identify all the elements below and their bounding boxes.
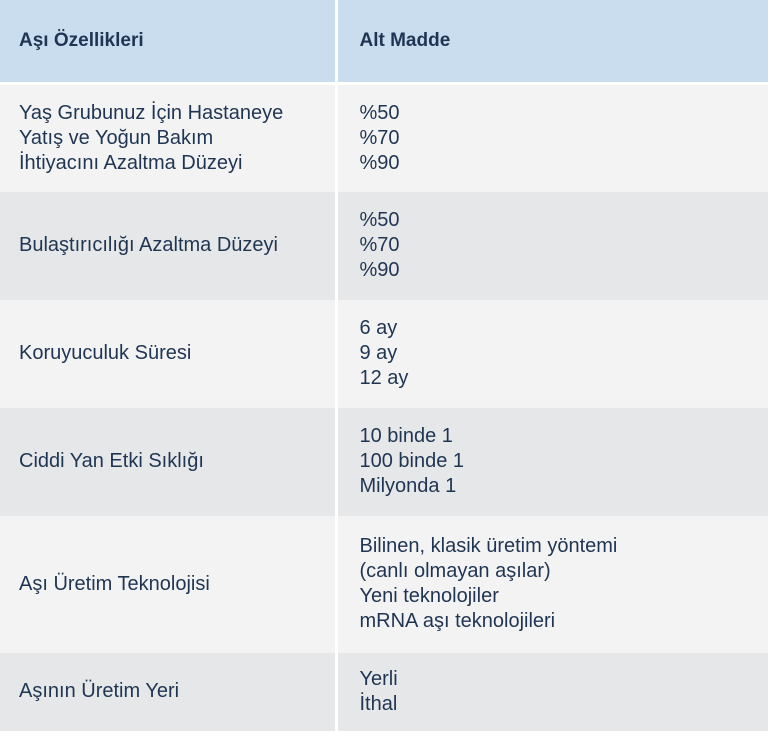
attribute-line: Koruyuculuk Süresi: [19, 342, 192, 364]
attribute-cell: [0, 84, 336, 192]
value-cell: [336, 516, 768, 653]
table-row: [0, 300, 768, 408]
column-header-sub-item: Alt Madde: [336, 0, 768, 84]
value-line: Yerli: [359, 667, 398, 690]
column-header-attribute: Aşı Özellikleri: [0, 0, 336, 84]
value-line: Yeni teknolojiler: [359, 585, 499, 607]
table-header-row: [0, 0, 768, 84]
attribute-cell: [0, 653, 336, 731]
value-line: %70: [359, 234, 400, 256]
attribute-line: Aşının Üretim Yeri: [19, 680, 180, 702]
attribute-cell: [0, 408, 336, 516]
value-line: %50: [359, 101, 400, 124]
table-row: [0, 84, 768, 192]
value-cell: [336, 653, 768, 731]
table-row: [0, 516, 768, 653]
value-line: 10 binde 1: [359, 425, 453, 447]
attribute-line: Bulaştırıcılığı Azaltma Düzeyi: [19, 234, 278, 256]
value-line: 6 ay: [359, 317, 398, 339]
table-row: [0, 192, 768, 300]
value-line: (canlı olmayan aşılar): [359, 560, 551, 582]
attribute-line: Aşı Üretim Teknolojisi: [19, 572, 210, 595]
attribute-cell: [0, 516, 336, 653]
value-line: 9 ay: [359, 342, 398, 364]
value-line: İthal: [359, 692, 398, 715]
value-line: Milyonda 1: [359, 475, 457, 497]
value-line: %50: [359, 209, 400, 231]
value-line: %90: [359, 151, 400, 174]
value-cell: [336, 84, 768, 192]
value-line: mRNA aşı teknolojileri: [359, 610, 556, 632]
value-cell: [336, 408, 768, 516]
attribute-line: Yaş Grubunuz İçin Hastaneye: [19, 101, 284, 124]
value-line: %70: [359, 126, 400, 149]
value-cell: [336, 300, 768, 408]
table-row: [0, 408, 768, 516]
attribute-line: Yatış ve Yoğun Bakım: [19, 126, 214, 149]
value-line: Bilinen, klasik üretim yöntemi: [359, 535, 618, 557]
attribute-cell: [0, 192, 336, 300]
attribute-line: İhtiyacını Azaltma Düzeyi: [19, 151, 243, 174]
table-row: [0, 653, 768, 731]
value-line: 100 binde 1: [359, 450, 465, 472]
value-line: 12 ay: [359, 367, 409, 389]
attribute-line: Ciddi Yan Etki Sıklığı: [19, 450, 204, 472]
value-cell: [336, 192, 768, 300]
value-line: %90: [359, 259, 400, 281]
attribute-cell: [0, 300, 336, 408]
